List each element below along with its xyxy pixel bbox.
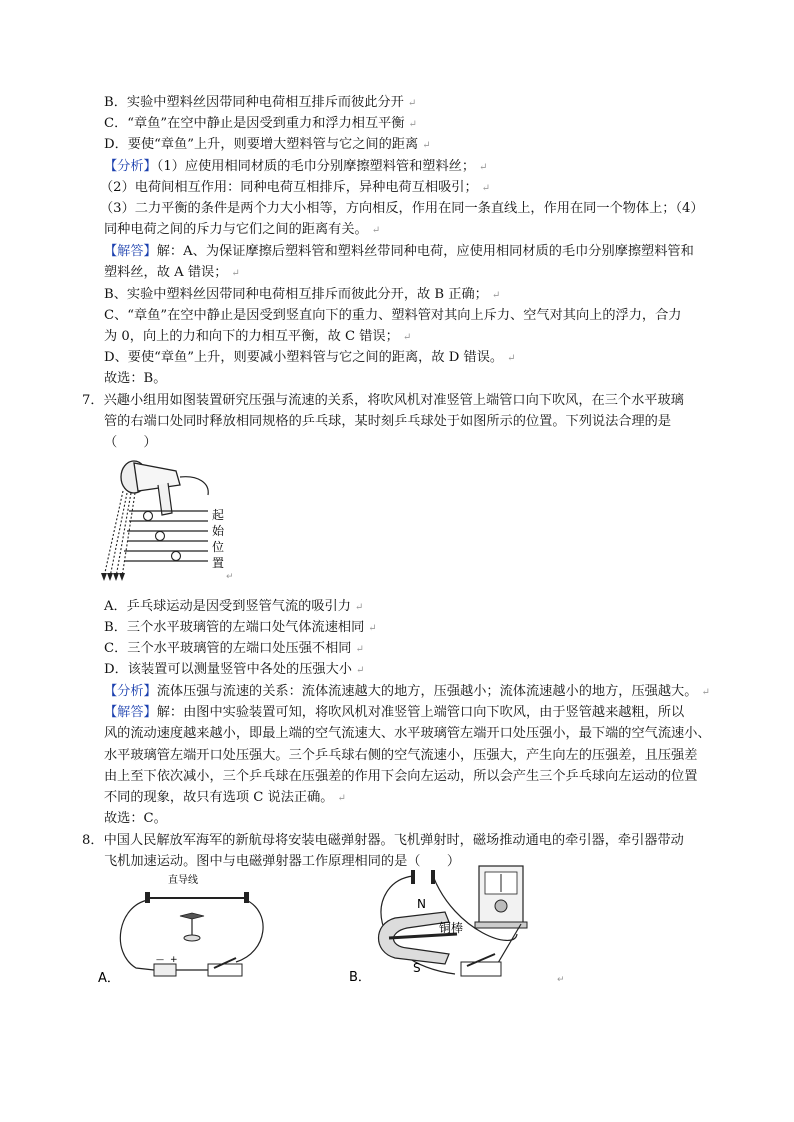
battery-plus: + bbox=[170, 955, 178, 965]
q6-analysis-3: （3）二力平衡的条件是两个力大小相等，方向相反，作用在同一条直线上，作用在同一个物体上；（4） bbox=[100, 201, 704, 216]
copper-rod-label: 铜棒 bbox=[439, 921, 464, 935]
terminal-left bbox=[411, 870, 415, 884]
dryer-cord bbox=[180, 477, 208, 495]
q7-answer-3: 水平玻璃管左端开口处压强大。三个乒乓球右侧的空气流速小，压强大，产生向左的压强差，且压强差 bbox=[104, 748, 698, 763]
q7-stem-1: 7．兴趣小组用如图装置研究压强与流速的关系，将吹风机对准竖管上端管口向下吹风，在三个水平玻璃 bbox=[82, 393, 684, 408]
analysis-tag: 【分析】 bbox=[104, 684, 157, 699]
q8-option-b-figure bbox=[345, 862, 585, 992]
meter-to-switch-wire bbox=[495, 924, 521, 968]
start-label-2: 始 bbox=[212, 524, 225, 538]
q6-answer-3: B、实验中塑料丝因带同种电荷相互排斥而彼此分开，故 B 正确； ↵ bbox=[104, 287, 501, 302]
dryer-body bbox=[134, 463, 180, 491]
analysis-tag: 【分析】 bbox=[104, 159, 157, 174]
q7-stem-2: 管的右端口处同时释放相同规格的乒乓球，某时刻乒乓球处于如图所示的位置。下列说法合理的是 bbox=[104, 414, 672, 429]
glass-tubes bbox=[124, 511, 208, 561]
q6-answer-6: D、要使“章鱼”上升，则要减小塑料管与它之间的距离，故 D 错误。 ↵ bbox=[104, 350, 516, 365]
q6-answer-1: 【解答】解：A、为保证摩擦后塑料管和塑料丝带同种电荷，应使用相同材质的毛巾分别摩擦塑料管和 bbox=[104, 244, 694, 259]
switch-base bbox=[461, 962, 501, 976]
q6-choice: 故选：B。 bbox=[104, 371, 167, 386]
galvanometer-knob bbox=[495, 900, 507, 912]
figure8-paragraph-mark: ↵ bbox=[557, 975, 565, 985]
start-label-1: 起 bbox=[212, 508, 225, 522]
q6-answer-4: C、“章鱼”在空中静止是因受到竖直向下的重力、塑料管对其向上斥力、空气对其向上的浮力，合力 bbox=[104, 308, 682, 323]
wire-clamp-left bbox=[145, 892, 150, 903]
q7-option-d: D．该装置可以测量竖管中各处的压强大小 ↵ bbox=[104, 662, 365, 677]
compass-base bbox=[184, 935, 200, 941]
battery-minus: — bbox=[156, 955, 164, 964]
q7-blow-dryer-figure bbox=[98, 455, 238, 590]
answer-tag: 【解答】 bbox=[104, 705, 157, 720]
q7-answer-1: 【解答】解：由图中实验装置可知，将吹风机对准竖管上端管口向下吹风，由于竖管越来越粗，所以 bbox=[104, 705, 685, 720]
circuit-wire-left bbox=[120, 900, 154, 970]
q7-option-a: A．乒乓球运动是因受到竖管气流的吸引力 ↵ bbox=[104, 599, 364, 614]
q6-analysis-1: 【分析】（1）应使用相同材质的毛巾分别摩擦塑料管和塑料丝； ↵ bbox=[104, 159, 488, 174]
q6-answer-2: 塑料丝，故 A 错误； ↵ bbox=[104, 265, 240, 280]
circuit-wire-right bbox=[236, 900, 263, 962]
pole-s-label: S bbox=[413, 961, 421, 975]
q7-analysis: 【分析】流体压强与流速的关系：流体流速越大的地方，压强越小；流体流速越小的地方，压强越大。 ↵ bbox=[104, 684, 710, 699]
start-label-3: 位 bbox=[212, 540, 225, 554]
option-b-label: B． bbox=[349, 970, 371, 985]
q8-stem-1: 8．中国人民解放军海军的新航母将安装电磁弹射器。飞机弹射时，磁场推动通电的牵引器，牵引器带动 bbox=[82, 833, 684, 848]
answer-tag: 【解答】 bbox=[104, 244, 157, 259]
q7-answer-5: 不同的现象，故只有选项 C 说法正确。 ↵ bbox=[104, 790, 346, 805]
figure7-paragraph-mark: ↵ bbox=[226, 572, 234, 582]
q7-choice: 故选：C。 bbox=[104, 811, 167, 826]
switch-base bbox=[208, 964, 242, 976]
q6-analysis-4: 同种电荷之间的斥力与它们之间的距离有关。 ↵ bbox=[104, 222, 381, 237]
q6-answer-5: 为 0，向上的力和向下的力相互平衡，故 C 错误； ↵ bbox=[104, 329, 412, 344]
q6-analysis-2: （2）电荷间相互作用：同种电荷互相排斥，异种电荷互相吸引； ↵ bbox=[100, 180, 491, 195]
terminal-right bbox=[431, 870, 435, 884]
pole-n-label: N bbox=[417, 897, 426, 911]
dryer-handle bbox=[158, 483, 172, 515]
start-label-4: 置 bbox=[212, 556, 225, 570]
air-arrows bbox=[101, 573, 125, 581]
battery bbox=[154, 964, 176, 976]
q8-stem-2: 飞机加速运动。图中与电磁弹射器工作原理相同的是（ ） bbox=[104, 854, 461, 869]
ping-pong-ball-bottom bbox=[172, 552, 181, 561]
q7-answer-4: 由上至下依次减小，三个乒乓球在压强差的作用下会向左运动，所以会产生三个乒乓球向左运动的位置 bbox=[104, 769, 698, 784]
q7-stem-3: （ ） bbox=[104, 435, 157, 450]
q6-option-c: C．“章鱼”在空中静止是因受到重力和浮力相互平衡 ↵ bbox=[104, 116, 417, 131]
q6-option-b: B．实验中塑料丝因带同种电荷相互排斥而彼此分开 ↵ bbox=[104, 95, 417, 110]
q7-answer-2: 风的流动速度越来越小，即最上端的空气流速大、水平玻璃管左端开口处压强小，最下端的空气流速小、 bbox=[104, 726, 711, 741]
option-a-label: A． bbox=[98, 971, 120, 986]
q7-option-c: C．三个水平玻璃管的左端口处压强不相同 ↵ bbox=[104, 641, 364, 656]
ping-pong-ball-top bbox=[144, 512, 153, 521]
q7-option-b: B．三个水平玻璃管的左端口处气体流速相同 ↵ bbox=[104, 620, 377, 635]
q8-option-a-figure bbox=[96, 872, 276, 990]
straight-wire-label: 直导线 bbox=[168, 875, 198, 886]
ping-pong-ball-middle bbox=[156, 532, 165, 541]
air-flow-lines bbox=[104, 491, 135, 577]
compass-needle bbox=[180, 913, 204, 919]
q6-option-d: D．要使“章鱼”上升，则要增大塑料管与它之间的距离 ↵ bbox=[104, 137, 431, 152]
